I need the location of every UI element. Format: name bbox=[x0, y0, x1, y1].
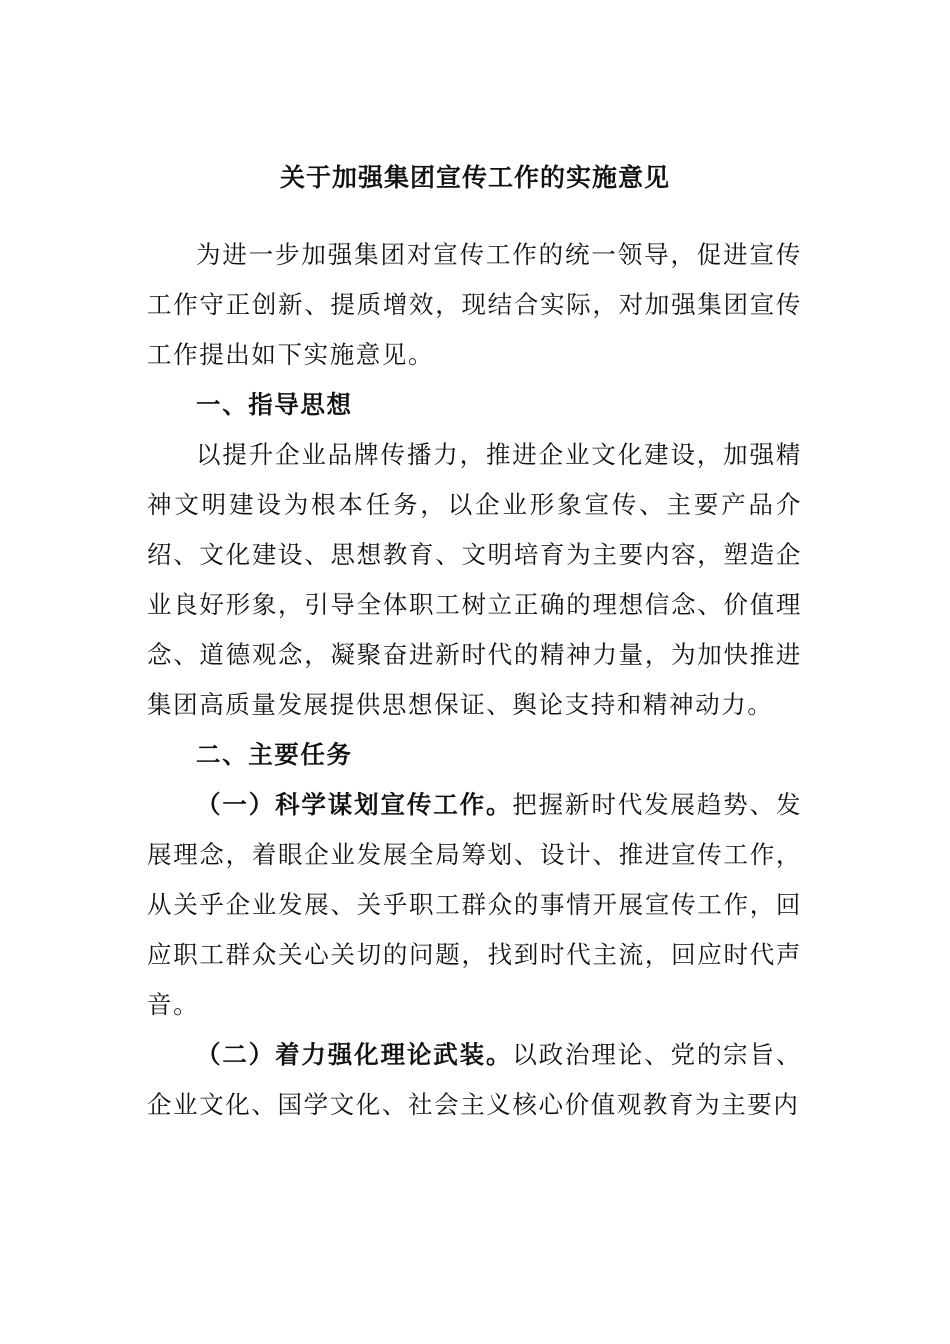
section-heading-main-tasks: 二、主要任务 bbox=[196, 740, 353, 769]
task-item-1-lead: （一）科学谋划宣传工作。 bbox=[196, 790, 513, 819]
task-item-2 bbox=[147, 1030, 802, 1130]
intro-paragraph: 为进一步加强集团对宣传工作的统一领导，促进宣传工作守正创新、提质增效，现结合实际，对加强集团宣传工作提出如下实施意见。 bbox=[147, 240, 802, 369]
task-item-1-text: 把握新时代发展趋势、发展理念，着眼企业发展全局筹划、设计、推进宣传工作，从关乎企业发展、关乎职工群众的事情开展宣传工作，回应职工群众关心关切的问题，找到时代主流，回应时代声音。 bbox=[147, 790, 802, 1019]
document-title: 关于加强集团宣传工作的实施意见 bbox=[279, 163, 670, 192]
guiding-ideology-paragraph: 以提升企业品牌传播力，推进企业文化建设，加强精神文明建设为根本任务，以企业形象宣传、主要产品介绍、文化建设、思想教育、文明培育为主要内容，塑造企业良好形象，引导全体职工树立正确的理想信念、价值理念、道德观念，凝聚奋进新时代的精神力量，为加快推进集团高质量发展提供思想保证、舆论支持和精神动力。 bbox=[147, 440, 802, 719]
task-item-1 bbox=[147, 780, 802, 1030]
task-item-2-text: 以政治理论、党的宗旨、企业文化、国学文化、社会主义核心价值观教育为主要内 bbox=[147, 1040, 802, 1119]
section-heading-guiding-ideology: 一、指导思想 bbox=[196, 390, 353, 419]
task-item-2-lead: （二）着力强化理论武装。 bbox=[196, 1040, 513, 1069]
document-body bbox=[147, 230, 802, 1130]
